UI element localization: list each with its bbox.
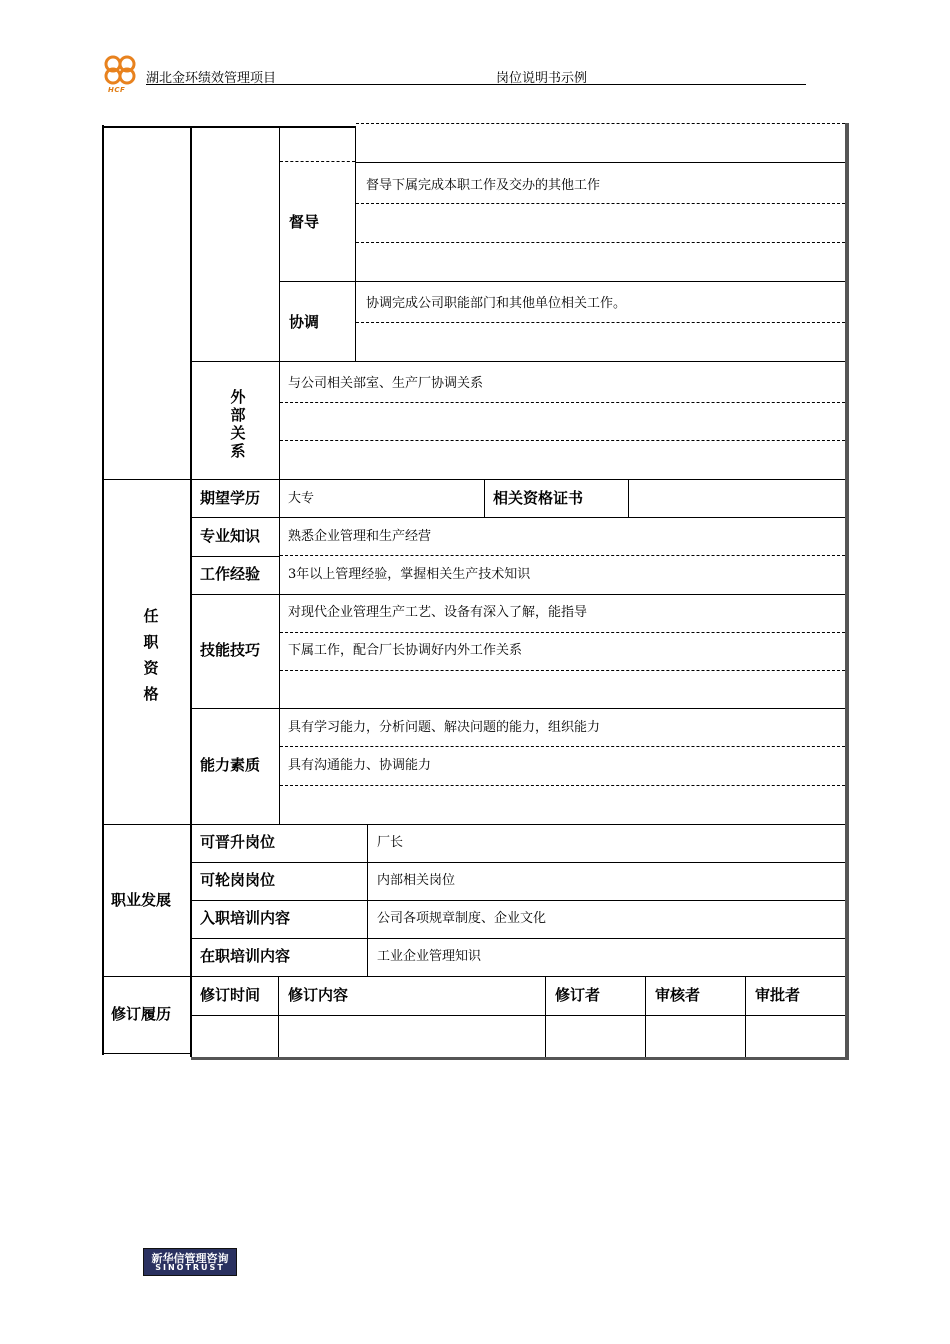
qualifications-section-label: 任职资格: [143, 607, 159, 703]
career-rotation-value: 内部相关岗位: [377, 873, 456, 888]
experience-label: 工作经验: [200, 565, 261, 583]
revision-col-content: 修订内容: [288, 986, 349, 1004]
skills-label: 技能技巧: [200, 641, 261, 659]
coordinate-text: 协调完成公司职能部门和其他单位相关工作。: [366, 296, 627, 311]
knowledge-label: 专业知识: [200, 527, 261, 545]
career-section-label: 职业发展: [111, 891, 172, 909]
ability-line-1: 具有学习能力，分析问题、解决问题的能力，组织能力: [288, 720, 601, 735]
supervise-text: 督导下属完成本职工作及交办的其他工作: [366, 178, 601, 193]
certificate-label: 相关资格证书: [493, 489, 584, 507]
knowledge-value: 熟悉企业管理和生产经营: [288, 529, 432, 544]
header-rule: [146, 84, 806, 85]
career-onboarding-label: 入职培训内容: [200, 909, 291, 927]
career-rotation-label: 可轮岗岗位: [200, 871, 276, 889]
experience-value: 3年以上管理经验，掌握相关生产技术知识: [288, 567, 531, 582]
external-label: 外部关系: [230, 388, 246, 460]
sinotrust-logo-en: SINOTRUST: [155, 1263, 225, 1272]
career-promotion-value: 厂长: [377, 835, 404, 850]
revision-col-reviewer: 审核者: [655, 986, 701, 1004]
logo-text: HCF: [108, 86, 126, 94]
career-promotion-label: 可晋升岗位: [200, 833, 276, 851]
education-value: 大专: [288, 491, 315, 506]
skills-line-1: 对现代企业管理生产工艺、设备有深入了解，能指导: [288, 605, 588, 620]
header-project: 湖北金环绩效管理项目: [146, 71, 277, 86]
header-doc-title: 岗位说明书示例: [496, 71, 588, 86]
revision-section-label: 修订履历: [111, 1005, 172, 1023]
supervise-label: 督导: [289, 213, 320, 231]
career-training-value: 工业企业管理知识: [377, 949, 482, 964]
career-onboarding-value: 公司各项规章制度、企业文化: [377, 911, 547, 926]
ability-label: 能力素质: [200, 756, 261, 774]
sinotrust-logo-cn: 新华信管理咨询: [151, 1252, 229, 1265]
revision-col-reviser: 修订者: [555, 986, 601, 1004]
ability-line-2: 具有沟通能力、协调能力: [288, 758, 432, 773]
career-training-label: 在职培训内容: [200, 947, 291, 965]
education-label: 期望学历: [200, 489, 261, 507]
coordinate-label: 协调: [289, 313, 320, 331]
sinotrust-logo: [143, 1248, 237, 1276]
external-text: 与公司相关部室、生产厂协调关系: [288, 376, 484, 391]
revision-col-time: 修订时间: [200, 986, 261, 1004]
revision-col-approver: 审批者: [755, 986, 801, 1004]
skills-line-2: 下属工作，配合厂长协调好内外工作关系: [288, 643, 523, 658]
